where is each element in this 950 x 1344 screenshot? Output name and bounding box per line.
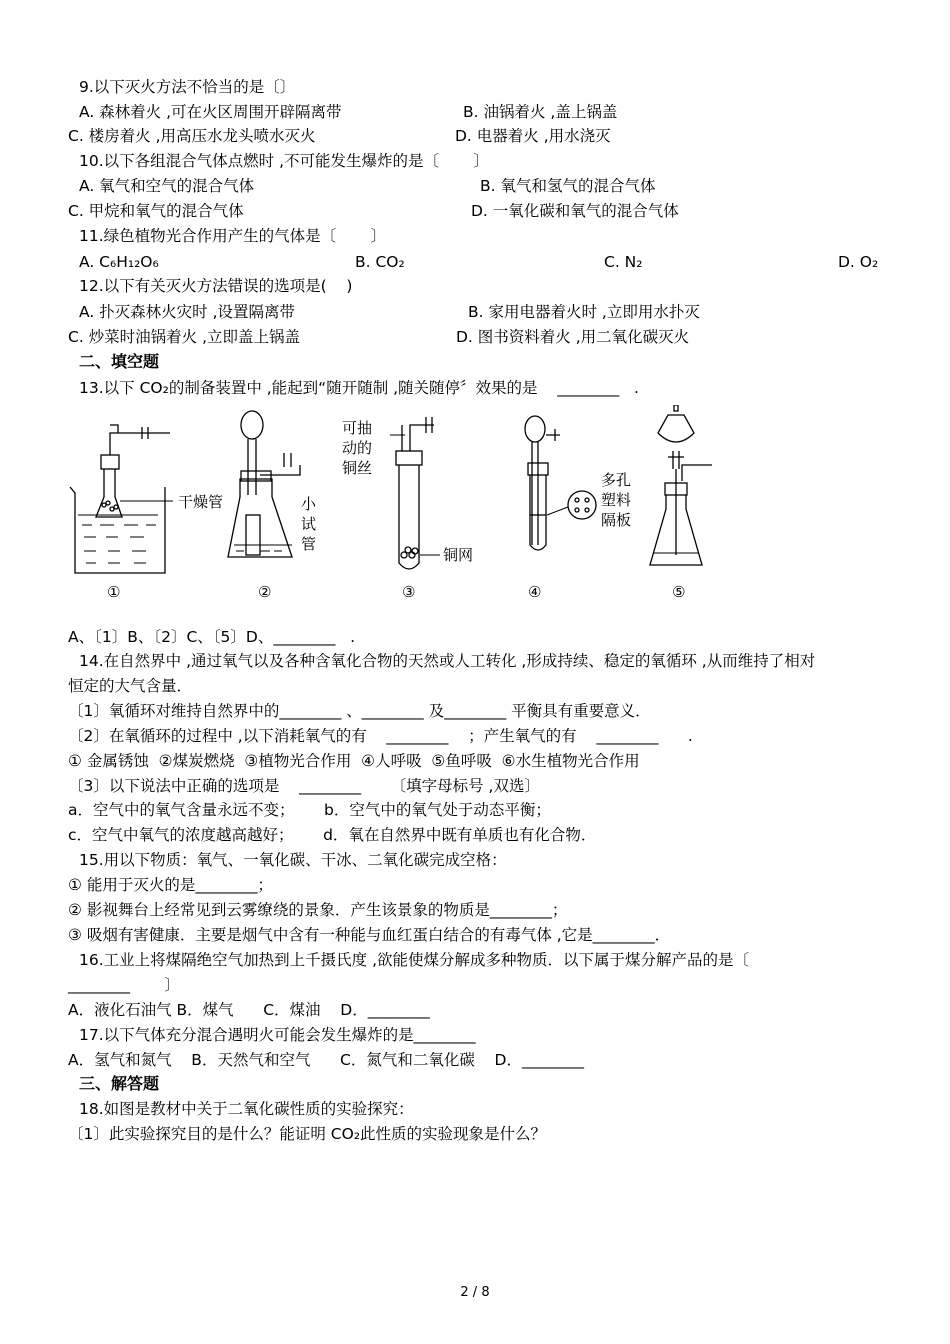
apparatus-4	[525, 416, 596, 550]
q14-part1: 〔1〕氧循环对维持自然界中的________ 、________ 及________ 平衡具有重要意义．	[68, 702, 651, 720]
apparatus-3	[390, 417, 440, 569]
q10-stem: 10.以下各组混合气体点燃时 ,不可能发生爆炸的是〔 〕	[79, 152, 489, 170]
label-small-tube-2: 试	[301, 515, 317, 533]
q12-stem: 12.以下有关灭火方法错误的选项是( )	[79, 277, 353, 295]
q10-option-a: A. 氧气和空气的混合气体	[79, 177, 255, 195]
q14-part2: 〔2〕在氧循环的过程中 ,以下消耗氧气的有 ________ ；产生氧气的有 ________ .	[68, 727, 693, 745]
q10-option-d: D. 一氧化碳和氧气的混合气体	[471, 202, 679, 220]
q10-option-b: B. 氧气和氢气的混合气体	[480, 177, 656, 195]
q18-stem: 18.如图是教材中关于二氧化碳性质的实验探究：	[79, 1100, 414, 1118]
label-num-3: ③	[402, 583, 416, 601]
q10-option-c: C. 甲烷和氧气的混合气体	[68, 202, 244, 220]
q9-stem: 9.以下灭火方法不恰当的是〔〕	[79, 78, 296, 96]
page-number: 2 / 8	[460, 1285, 490, 1300]
label-copper-wire-2: 动的	[342, 439, 373, 457]
q11-option-b: B. CO₂	[355, 253, 405, 271]
q12-option-d: D. 图书资料着火 ,用二氧化碳灭火	[456, 328, 690, 346]
q13-stem: 13.以下 CO₂的制备装置中 ,能起到“随开随制 ,随关随停〞效果的是 ________ .	[79, 379, 639, 397]
q11-option-c: C. N₂	[604, 253, 643, 271]
label-num-4: ④	[528, 583, 542, 601]
q9-option-b: B. 油锅着火 ,盖上锅盖	[463, 103, 618, 121]
q14-stem-line2: 恒定的大气含量．	[68, 677, 193, 695]
q15-line2: ② 影视舞台上经常见到云雾缭绕的景象．产生该景象的物质是________；	[68, 901, 568, 919]
label-num-1: ①	[107, 583, 121, 601]
q13-options: A、〔1〕B、〔2〕C、〔5〕D、________ .	[68, 628, 356, 646]
section-heading-fill-in: 二、填空题	[79, 352, 160, 371]
q16-options: A．液化石油气 B．煤气 C．煤油 D．________	[68, 1001, 430, 1019]
label-copper-wire-1: 可抽	[342, 419, 373, 437]
apparatus-2	[228, 411, 300, 557]
q14-part3: 〔3〕以下说法中正确的选项是 ________ 〔填字母标号 ,双选〕	[68, 777, 540, 795]
q16-stem: 16.工业上将煤隔绝空气加热到上千摄氏度 ,欲能使煤分解成多种物质．以下属于煤分解产品的是〔	[79, 951, 750, 969]
q9-option-a: A. 森林着火 ,可在火区周围开辟隔离带	[79, 103, 342, 121]
q18-part1: 〔1〕此实验探究目的是什么？能证明 CO₂此性质的实验现象是什么？	[68, 1125, 547, 1143]
label-plate-1: 多孔	[601, 471, 632, 489]
q14-option-cd: c．空气中氧气的浓度越高越好； d．氧在自然界中既有单质也有化合物．	[68, 826, 597, 844]
section-heading-answer: 三、解答题	[79, 1074, 160, 1093]
q12-option-c: C. 炒菜时油锅着火 ,立即盖上锅盖	[68, 328, 301, 346]
apparatus-5	[650, 405, 712, 565]
q11-option-a: A. C₆H₁₂O₆	[79, 253, 159, 271]
q15-line1: ① 能用于灭火的是________；	[68, 876, 273, 894]
q11-stem: 11.绿色植物光合作用产生的气体是〔 〕	[79, 227, 387, 245]
q17-stem: 17.以下气体充分混合遇明火可能会发生爆炸的是________	[79, 1026, 476, 1044]
q12-option-a: A. 扑灭森林火灾时 ,设置隔离带	[79, 303, 296, 321]
q15-line3: ③ 吸烟有害健康．主要是烟气中含有一种能与血红蛋白结合的有毒气体 ,它是________．	[68, 926, 671, 944]
label-plate-3: 隔板	[601, 511, 632, 529]
label-plate-2: 塑料	[601, 491, 632, 509]
q12-option-b: B. 家用电器着火时 ,立即用水扑灭	[468, 303, 700, 321]
apparatus-figure	[60, 405, 740, 605]
label-num-2: ②	[258, 583, 272, 601]
q15-stem: 15.用以下物质：氧气、一氧化碳、干冰、二氧化碳完成空格：	[79, 851, 507, 869]
label-small-tube-3: 管	[301, 535, 317, 553]
label-dry-tube: 干燥管	[178, 493, 224, 511]
q9-option-d: D. 电器着火 ,用水浇灭	[455, 127, 611, 145]
label-num-5: ⑤	[672, 583, 686, 601]
q9-option-c: C. 楼房着火 ,用高压水龙头喷水灭火	[68, 127, 316, 145]
q17-options: A．氢气和氮气 B．天然气和空气 C．氮气和二氧化碳 D．________	[68, 1051, 584, 1069]
label-copper-mesh: 铜网	[443, 546, 474, 564]
q14-stem-line1: 14.在自然界中 ,通过氧气以及各种含氧化合物的天然或人工转化 ,形成持续、稳定的氧循环 ,从而维持了相对	[79, 652, 816, 670]
apparatus-1	[70, 425, 173, 573]
label-copper-wire-3: 铜丝	[342, 459, 373, 477]
q16-stem-line2: ________ 〕	[68, 976, 180, 994]
q11-option-d: D. O₂	[838, 253, 879, 271]
q14-list: ① 金属锈蚀 ②煤炭燃烧 ③植物光合作用 ④人呼吸 ⑤鱼呼吸 ⑥水生植物光合作用	[68, 752, 640, 770]
label-small-tube-1: 小	[301, 495, 317, 513]
q14-option-ab: a．空气中的氧气含量永远不变； b．空气中的氧气处于动态平衡；	[68, 801, 551, 819]
